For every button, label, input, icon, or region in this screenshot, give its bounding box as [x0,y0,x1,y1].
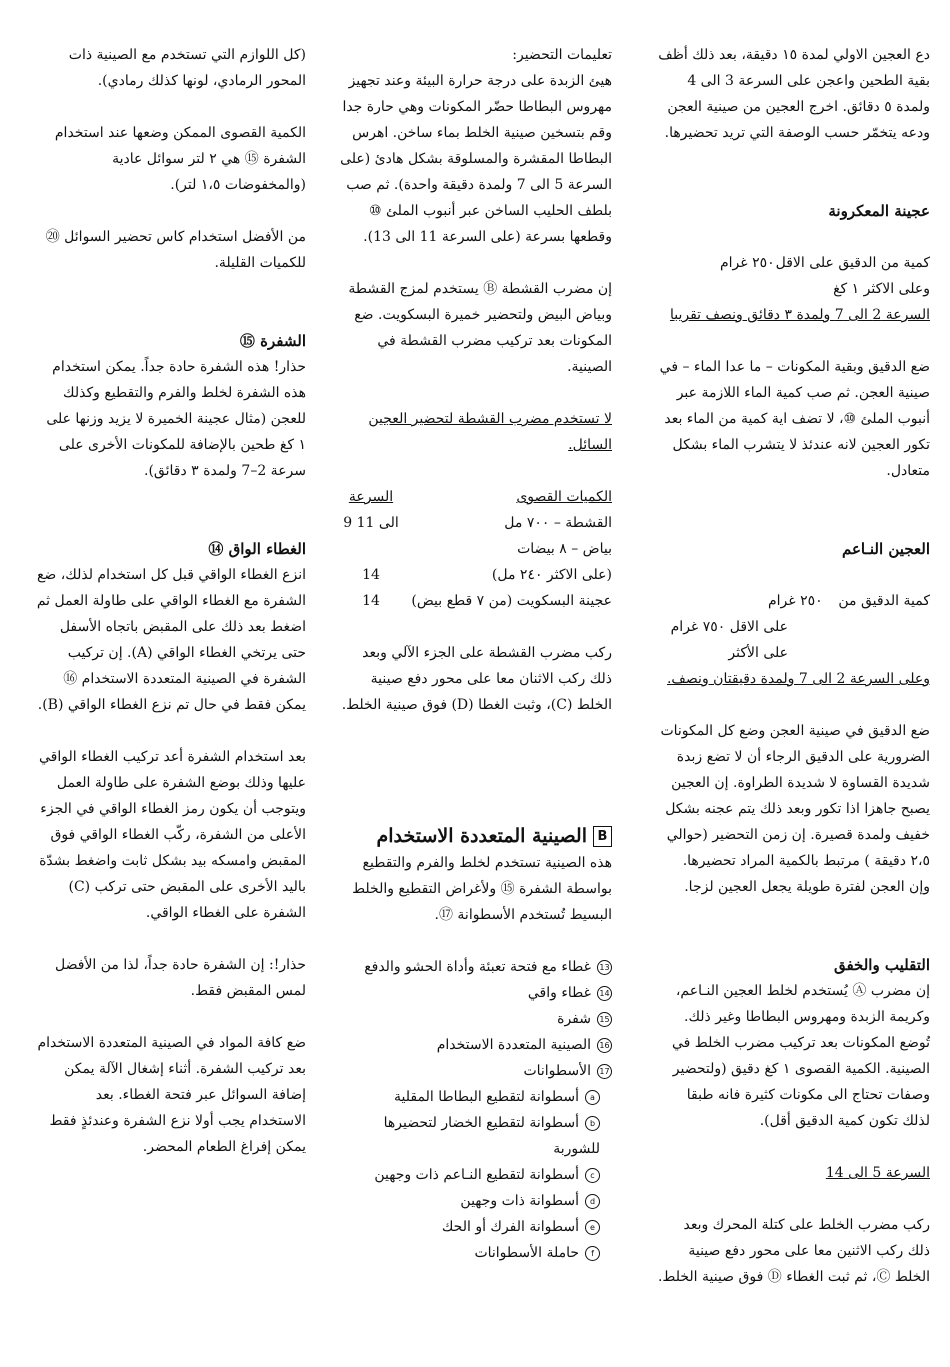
cylinder-letter: b [585,1116,600,1131]
soft-qty-min: على الاقل ٧٥٠ غرام [670,619,788,635]
blade-body: حذار! هذه الشفرة حادة جداً. يمكن استخدام هذه الشفرة لخلط والفرم والتقطيع وكذلك للعجن (مثال عجينة الخميرة لا يزيد وزنها على ١ كغ طحين بالإضافة للمكونات الأخرى على سرعة 2–7 ولمدة ٣ دقائق). [46,359,306,479]
part-number: 14 [597,986,612,1001]
part-label: الأسطوانات [523,1063,591,1079]
multi-bowl-heading [336,822,612,850]
list-item [336,1058,612,1266]
pasta-heading: عجينة المعكرونة [828,202,930,220]
prep-body: هيئ الزبدة على درجة حرارة البيئة وعند تجهيز مهروس البطاطا حضّر المكونات وهي حارة جدا وقم بتسخين صينية الخلط بماء ساخن. اهرس البطاطا المقشرة والمسلوقة بشكل هادئ (على السرعة 5 الى 7 ولمدة دقيقة واحدة). ثم صب بلطف الحليب الساخن عبر أنبوب الملئ ⑩ وقطعها بسرعة (على السرعة 11 الى 13). [340,73,612,245]
list-item [336,1006,612,1032]
whisk-assembly: ركب مضرب الخلط على كتلة المحرك وبعد ذلك ركب الاثنين معا على محور دفع صينية الخلط Ⓒ، ثم ثبت الغطاء Ⓓ فوق صينية الخلط. [657,1217,930,1285]
cylinder-letter: f [585,1246,600,1261]
list-item [336,1032,612,1058]
cylinder-letter: d [585,1194,600,1209]
protective-cover-heading: الغطاء الواق ⑭ [208,540,306,558]
soft-qty-label: كمية الدقيق من [838,593,930,609]
cylinder-letter: e [585,1220,600,1235]
table-cell-item: بياض – ٨ بيضات [517,541,612,557]
protective-cover-reassemble: بعد استخدام الشفرة أعد تركيب الغطاء الواقي عليها وذلك بوضع الشفرة على طاولة العمل ويتوجب أن يكون رمز الغطاء الواقي في الجزء الأعلى من الشفرة، ركّب الغطاء الواقي فوق المقبض وامسكه بيد بشكل ثابت واضغط بشدّة باليد الأخرى على المقبض حتى تركب (C) الشفرة على الغطاء الواقي. [38,749,306,921]
pasta-qty-max: وعلى الاكثر ١ كغ [833,281,930,297]
table-cell-speed: 14 [362,593,380,609]
prep-title: تعليمات التحضير: [512,47,612,63]
liquid-cup-note: من الأفضل استخدام كاس تحضير السوائل ⑳ للكميات القليلة. [45,229,306,271]
accessories-note: (كل اللوازم التي تستخدم مع الصينية ذات المحور الرمادي، لونها كذلك رمادي). [68,47,306,89]
table-cell-item: عجينة البسكويت (من ٧ قطع بيض) [411,593,612,609]
part-label: شفرة [557,1011,591,1027]
soft-speed: وعلى السرعة 2 الى 7 ولمدة دقيقتان ونصف. [666,671,930,687]
table-cell-item: القشطة – ٧٠٠ مل [504,515,612,531]
cylinder-label: أسطوانة لتقطيع الخضار لتحضيرها للشوربة [383,1115,600,1157]
whisk-body: إن مضرب Ⓐ يُستخدم لخلط العجين النـاعم، وكريمة الزبدة ومهروس البطاطا وغير ذلك. تُوضع المكونات بعد تركيب مضرب الخلط في الصينية. الكمية القصوى ١ كغ دقيق (ولتحضير وصفات تحتاج الى مكونات كثيرة فانه طبقا لذلك تكون كمية الدقيق أقل). [671,983,930,1129]
cylinder-label: حاملة الأسطوانات [474,1245,579,1261]
table-cell-item: (على الاكثر ٢٤٠ مل) [491,567,612,583]
pasta-quantity [658,250,930,276]
list-item [336,1162,600,1188]
section-letter-box: B [593,826,612,847]
protective-cover-body: انزع الغطاء الواقي قبل كل استخدام لذلك، ضع الشفرة مع الغطاء الواقي على طاولة العمل ثم اضغط بعد ذلك على المقبض باتجاه الأسفل حتى يرتخي الغطاء الواقي (A). إن تركيب الشفرة في الصينية المتعددة الاستخدام ⑯ يمكن فقط في حال تم نزع الغطاء الواقي (B). [36,567,306,713]
cylinder-label: أسطوانة لتقطيع البطاطا المقلية [394,1089,579,1105]
middle-column [336,42,612,1266]
table-row [336,536,612,562]
blade-warning: حذار!: إن الشفرة حادة جداً، لذا من الأفضل لمس المقبض فقط. [55,957,306,999]
multi-bowl-body: هذه الصينية تستخدم لخلط والفرم والتقطيع بواسطة الشفرة ⑮ ولأغراض التقطيع والخلط البسيط تُستخدم الأسطوانة ⑰. [352,855,612,923]
list-item [336,954,612,980]
part-number: 13 [597,960,612,975]
soft-dough-heading: العجين النـاعم [842,540,930,558]
table-cell-speed: 9 الى 11 [343,515,399,531]
list-item [336,1214,600,1240]
table-row [336,562,612,588]
cream-assembly: ركب مضرب القشطة على الجزء الآلي وبعد ذلك ركب الاثنان معا على محور دفع صينية الخلط (C)، وثبت الغطا (D) فوق صينية الخلط. [341,645,612,713]
pasta-qty-label: كمية من الدقيق على الاقل [775,255,930,271]
pasta-body: ضع الدقيق وبقية المكونات – ما عدا الماء – في صينية العجن. ثم صب كمية الماء اللازمة عبر أنبوب الملئ ⑩، لا تضف اية كمية من الماء بعد تكور العجين لانه عندئذ لا يتشرب الماء بشكل متعادل. [659,359,930,479]
cream-whisk-text: إن مضرب القشطة Ⓑ يستخدم لمزج القشطة وبياض البيض ولتحضير خميرة البسكويت. ضع المكونات بعد تركيب مضرب القشطة في الصينية. [348,281,612,375]
whisk-speed: السرعة 5 الى 14 [825,1165,930,1181]
part-label: الصينية المتعددة الاستخدام [436,1037,591,1053]
cream-warning: لا تستخدم مضرب القشطة لتحضير العجين السائل. [368,411,612,453]
table-header-row [336,484,612,510]
table-cell-speed [336,536,406,562]
cylinders-list [336,1084,612,1266]
dough-intro: دع العجين الاولي لمدة ١٥ دقيقة، بعد ذلك أظف بقية الطحين واعجن على السرعة 3 الى 4 ولمدة ٥ دقائق. اخرج العجين من صينية العجن ودعه يتخمّر حسب الوصفة التي تريد تحضيرها. [658,47,930,141]
multi-bowl-final-note: ضع كافة المواد في الصينية المتعددة الاستخدام بعد تركيب الشفرة. أثناء إشغال الآلة يمكن إضافة السوائل عبر فتحة الغطاء. بعد الاستخدام يجب أولا نزع الشفرة وعندئذٍ فقط يمكن إفراغ الطعام المحضر. [37,1035,306,1155]
col-qty-header: الكميات القصوى [516,489,612,505]
multi-bowl-title: الصينية المتعددة الاستخدام [376,825,587,847]
soft-body: ضع الدقيق في صينية العجن وضع كل المكونات الضرورية على الدقيق الرجاء أن لا تضع زبدة شديدة القساوة لا شديدة الطراوة. إن العجين يصبح جاهزا اذا تكور وبعد ذلك يتم عجنه بشكل خفيف ولمدة قصيرة. إن زمن التحضير (حوالي ٢،٥ دقيقة ) مرتبط بالكمية المراد تحضيرها. وإن العجن لفترة طويلة يجعل العجين لزجا. [660,723,930,895]
list-item [336,1110,600,1162]
part-label: غطاء واقي [527,985,591,1001]
cylinder-label: أسطوانة ذات وجهين [460,1193,579,1209]
list-item [336,980,612,1006]
soft-qty-value: ٢٥٠ غرام [768,593,823,609]
soft-quantity [658,588,930,614]
part-label: غطاء مع فتحة تعبئة وأداة الحشو والدفع [364,959,591,975]
pasta-qty-value: ٢٥٠ غرام [720,255,775,271]
col-speed-header: السرعة [348,489,394,505]
blade-heading: الشفرة ⑮ [239,332,306,350]
whisk-heading: التقليب والخفق [833,956,930,974]
cylinder-letter: a [585,1090,600,1105]
list-item [336,1084,600,1110]
list-item [336,1188,600,1214]
table-cell-speed: 14 [362,567,380,583]
blade-max-quantity: الكمية القصوى الممكن وضعها عند استخدام الشفرة ⑮ هي ٢ لتر سوائل عادية (والمخفوضات ١،٥ لتر). [54,125,306,193]
part-number: 17 [597,1064,612,1079]
cylinder-label: أسطوانة لتقطيع النـاعم ذات وجهين [374,1167,579,1183]
max-quantity-table [336,484,612,614]
table-row [336,510,612,536]
right-column [658,42,930,1290]
part-number: 16 [597,1038,612,1053]
pasta-speed: السرعة 2 الى 7 ولمدة ٣ دقائق ونصف تقريبا [669,307,930,323]
part-number: 15 [597,1012,612,1027]
cylinder-letter: c [585,1168,600,1183]
soft-qty-max: على الأكثر [728,645,788,661]
table-row [336,588,612,614]
left-column [36,42,306,1160]
list-item [336,1240,600,1266]
parts-list [336,954,612,1266]
cylinder-label: أسطوانة الفرك أو الحك [441,1219,579,1235]
